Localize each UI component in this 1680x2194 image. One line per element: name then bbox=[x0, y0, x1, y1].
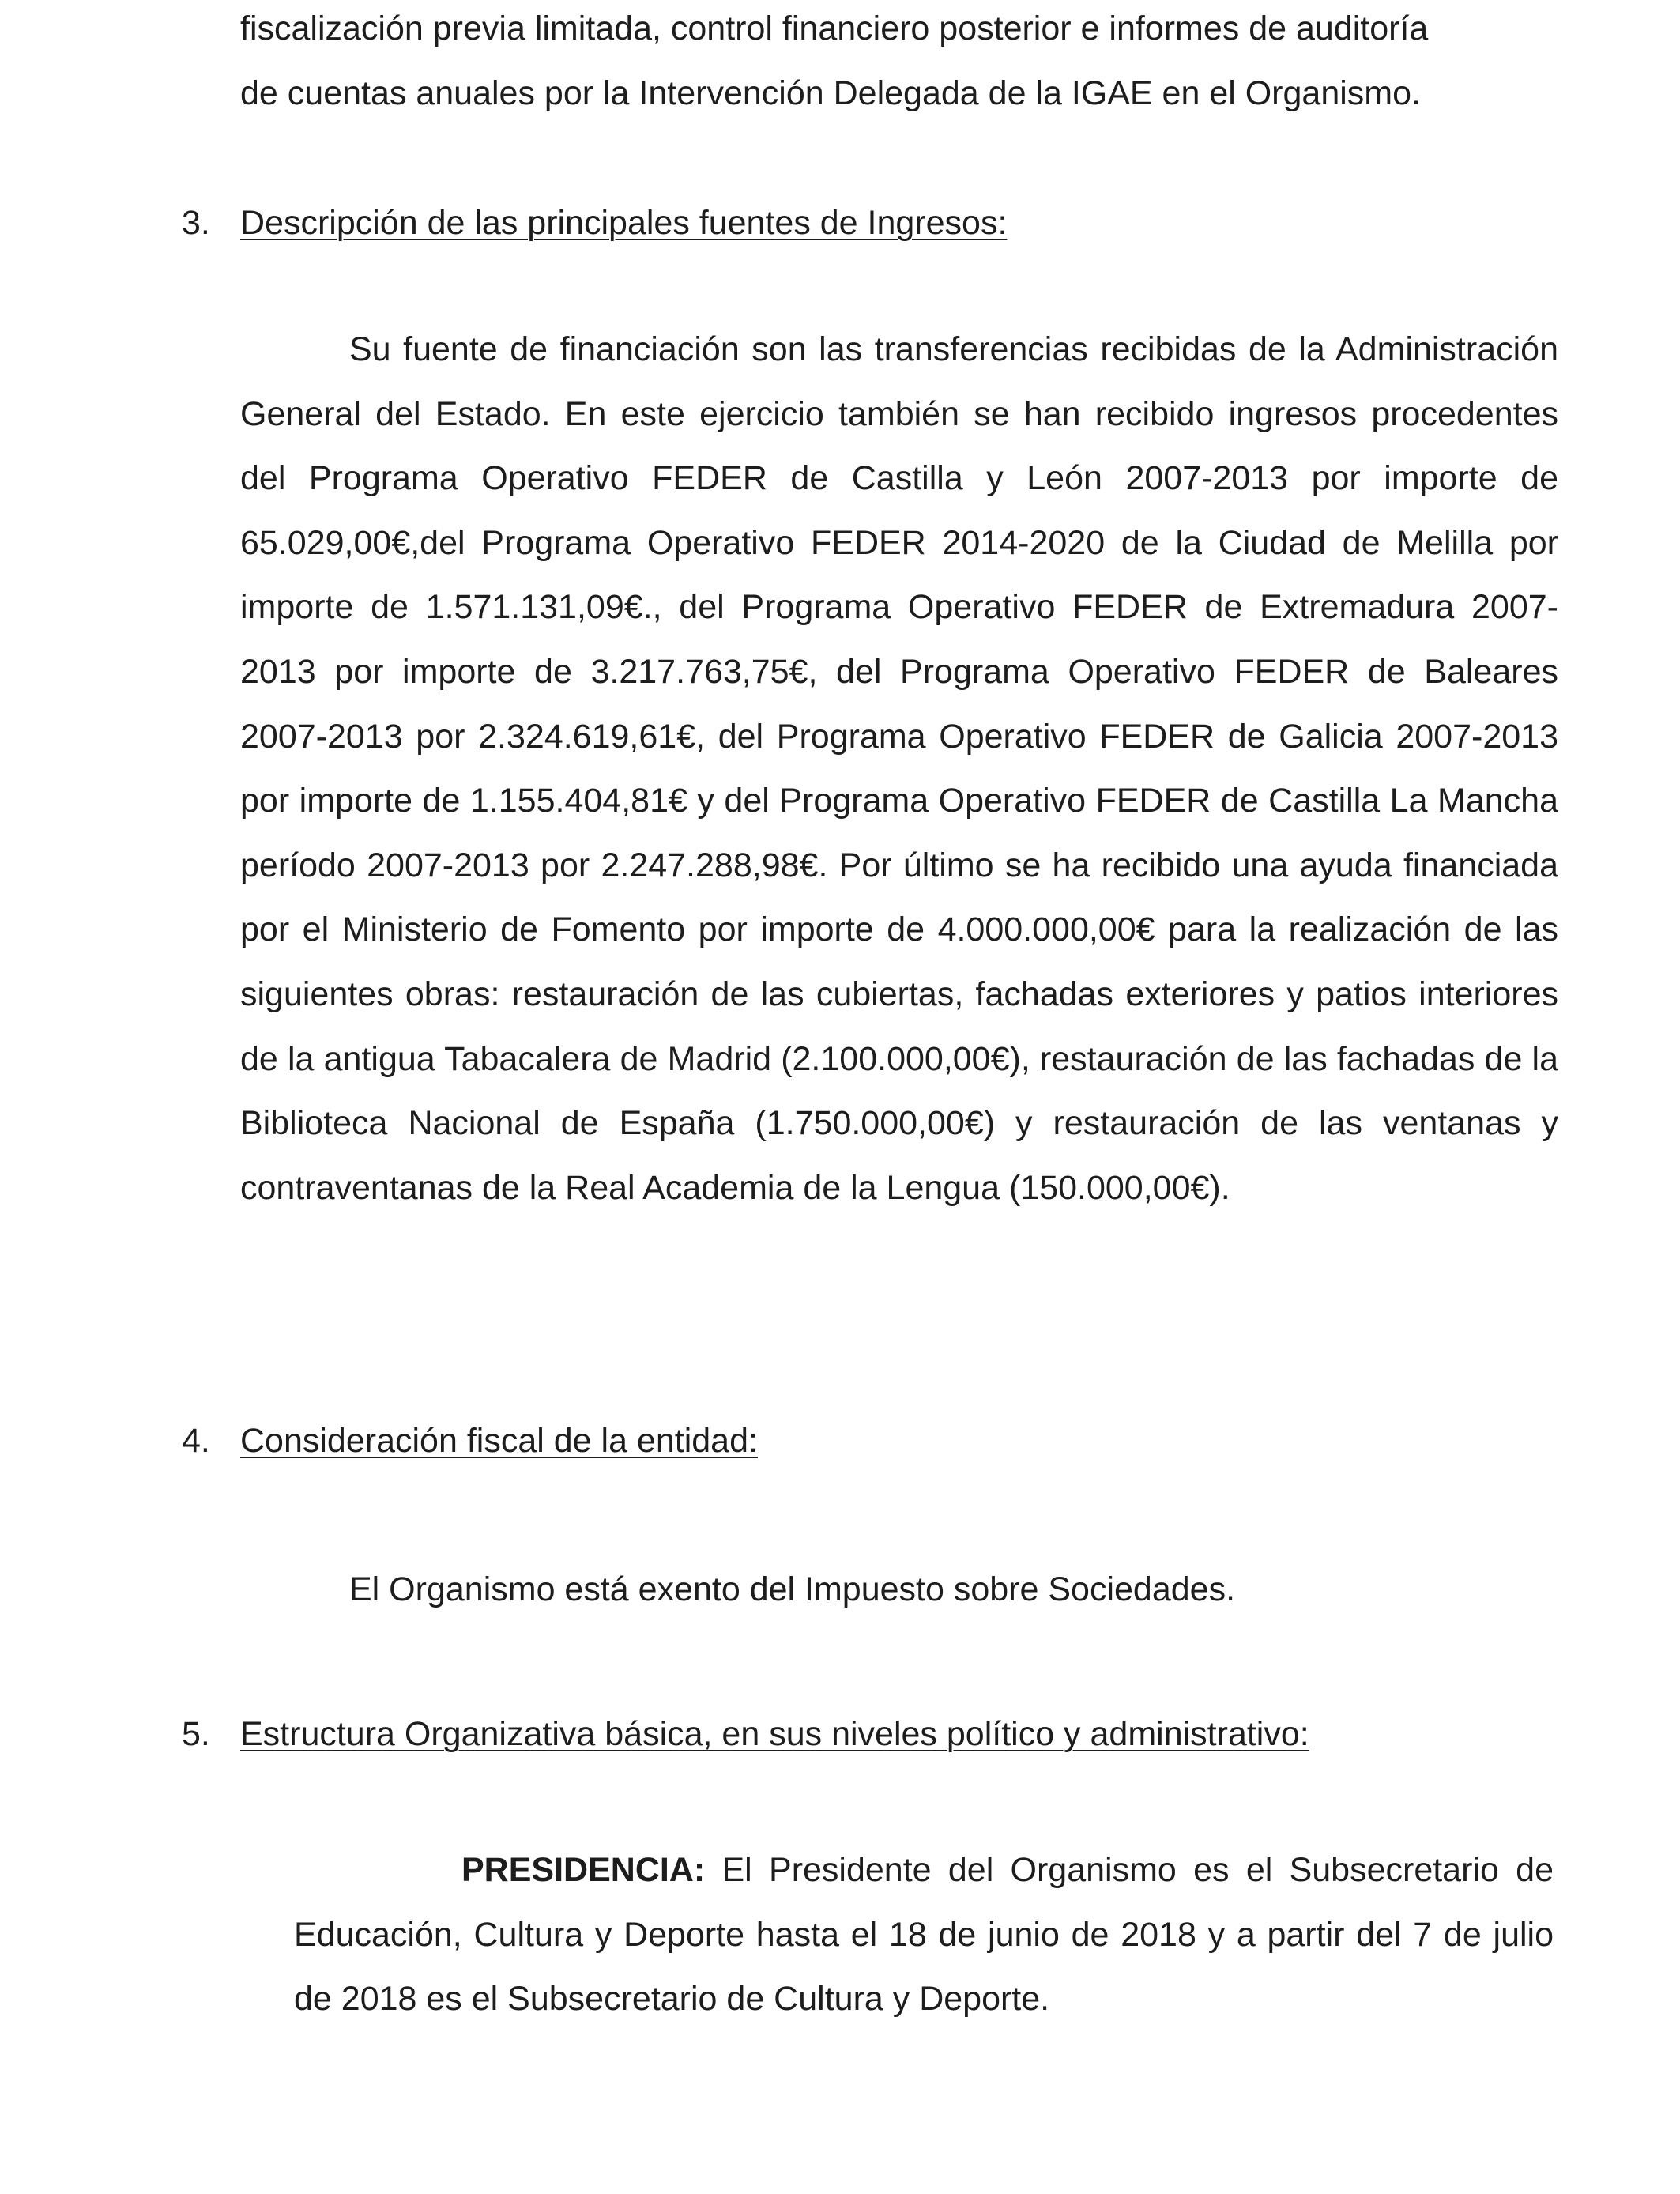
presidencia-body: El Presidente del Organismo es el Subsecretario de Educación, Cultura y Deporte hasta el 18 de junio de 2018 y a partir del 7 de julio de 2018 es el Subsecretario de Cultura y Deporte. bbox=[294, 1851, 1554, 2019]
section-5-title: Estructura Organizativa básica, en sus niveles político y administrativo: bbox=[240, 1715, 1309, 1753]
intro-line-2: de cuentas anuales por la Intervención Delegada de la IGAE en el Organismo. bbox=[240, 74, 1421, 112]
section-5-heading bbox=[182, 1713, 1309, 1755]
intro-line-1: fiscalización previa limitada, control financiero posterior e informes de auditoría bbox=[240, 9, 1429, 47]
presidencia-paragraph bbox=[294, 1838, 1554, 2032]
section-3-heading bbox=[182, 202, 1007, 243]
section-3-body: Su fuente de financiación son las transferencias recibidas de la Administración General del Estado. En este ejercicio también se han recibido ingresos procedentes del Programa Operativo FEDER de Castilla y León 2007-2013 por importe de 65.029,00€,del Programa Operativo FEDER 2014-2020 de la Ciudad de Melilla por importe de 1.571.131,09€., del Programa Operativo FEDER de Extremadura 2007-2013 por importe de 3.217.763,75€, del Programa Operativo FEDER de Baleares 2007-2013 por 2.324.619,61€, del Programa Operativo FEDER de Galicia 2007-2013 por importe de 1.155.404,81€ y del Programa Operativo FEDER de Castilla La Mancha período 2007-2013 por 2.247.288,98€. Por último se ha recibido una ayuda financiada por el Ministerio de Fomento por importe de 4.000.000,00€ para la realización de las siguientes obras: restauración de las cubiertas, fachadas exteriores y patios interiores de la antigua Tabacalera de Madrid (2.100.000,00€), restauración de las fachadas de la Biblioteca Nacional de España (1.750.000,00€) y restauración de las ventanas y contraventanas de la Real Academia de la Lengua (150.000,00€). bbox=[240, 330, 1558, 1207]
section-4-heading bbox=[182, 1420, 758, 1461]
section-4-body: El Organismo está exento del Impuesto sobre Sociedades. bbox=[349, 1570, 1236, 1608]
section-4-title: Consideración fiscal de la entidad: bbox=[240, 1422, 758, 1460]
section-3-number: 3. bbox=[182, 204, 210, 242]
section-3-title: Descripción de las principales fuentes de Ingresos: bbox=[240, 204, 1008, 242]
presidencia-label: PRESIDENCIA: bbox=[461, 1851, 706, 1889]
section-5-number: 5. bbox=[182, 1715, 210, 1753]
section-4-number: 4. bbox=[182, 1422, 210, 1460]
